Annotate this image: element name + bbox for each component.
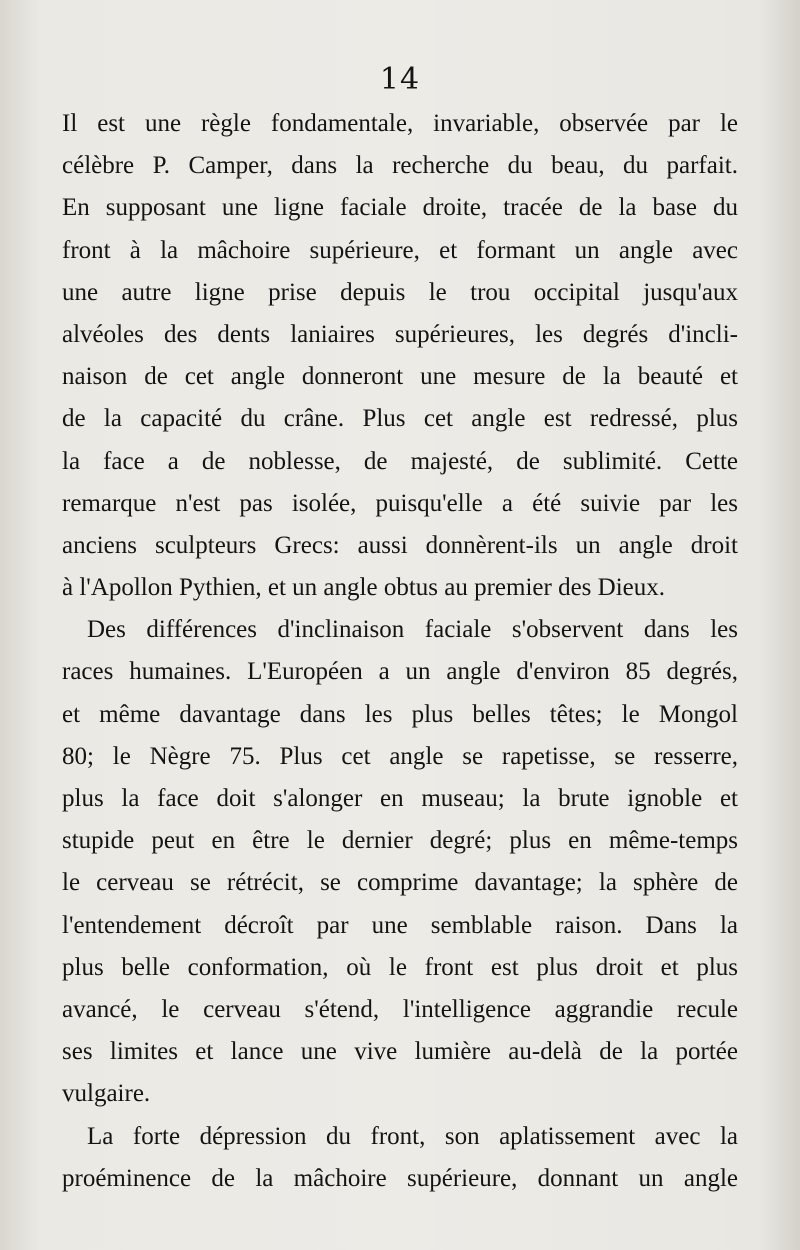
text-line: En supposant une ligne faciale droite, tracée de la base du bbox=[62, 194, 738, 222]
text-line: et même davantage dans les plus belles têtes; le Mongol bbox=[62, 700, 738, 728]
text-line: La forte dépression du front, son aplatissement avec la bbox=[87, 1122, 738, 1150]
text-line: alvéoles des dents laniaires supérieures, les degrés d'incli- bbox=[62, 320, 738, 348]
text-line: une autre ligne prise depuis le trou occipital jusqu'aux bbox=[62, 278, 738, 306]
text-line: Des différences d'inclinaison faciale s'observent dans les bbox=[87, 616, 738, 644]
paragraph-1 bbox=[62, 103, 738, 609]
text-line: remarque n'est pas isolée, puisqu'elle a été suivie par les bbox=[62, 489, 738, 517]
text-line: la face a de noblesse, de majesté, de sublimité. Cette bbox=[62, 447, 738, 475]
text-line: célèbre P. Camper, dans la recherche du beau, du parfait. bbox=[62, 152, 738, 180]
page-number: 14 bbox=[379, 62, 421, 97]
text-line: l'entendement décroît par une semblable raison. Dans la bbox=[62, 911, 738, 939]
text-line: plus belle conformation, où le front est plus droit et plus bbox=[62, 953, 738, 981]
text-line: races humaines. L'Européen a un angle d'environ 85 degrés, bbox=[62, 658, 738, 686]
text-line: ses limites et lance une vive lumière au-delà de la portée bbox=[62, 1038, 738, 1066]
text-line: de la capacité du crâne. Plus cet angle est redressé, plus bbox=[62, 405, 738, 433]
text-line: à l'Apollon Pythien, et un angle obtus au premier des Dieux. bbox=[62, 574, 665, 602]
paragraph-3 bbox=[62, 1116, 738, 1200]
text-line: plus la face doit s'alonger en museau; la brute ignoble et bbox=[62, 785, 738, 812]
text-line: proéminence de la mâchoire supérieure, donnant un angle bbox=[62, 1164, 738, 1192]
body-text bbox=[62, 103, 738, 1200]
text-line: 80; le Nègre 75. Plus cet angle se rapetisse, se resserre, bbox=[62, 742, 738, 770]
text-line: front à la mâchoire supérieure, et formant un angle avec bbox=[62, 236, 738, 264]
text-line: naison de cet angle donneront une mesure de la beauté et bbox=[62, 363, 738, 391]
text-line: le cerveau se rétrécit, se comprime davantage; la sphère de bbox=[62, 869, 738, 897]
text-line: vulgaire. bbox=[62, 1080, 151, 1108]
text-line: avancé, le cerveau s'étend, l'intelligence aggrandie recule bbox=[62, 995, 738, 1023]
text-line: Il est une règle fondamentale, invariable, observée par le bbox=[62, 110, 738, 137]
text-line: stupide peut en être le dernier degré; plus en même-temps bbox=[62, 827, 738, 855]
paragraph-2 bbox=[62, 609, 738, 1115]
text-line: anciens sculpteurs Grecs: aussi donnèrent-ils un angle droit bbox=[62, 531, 738, 559]
